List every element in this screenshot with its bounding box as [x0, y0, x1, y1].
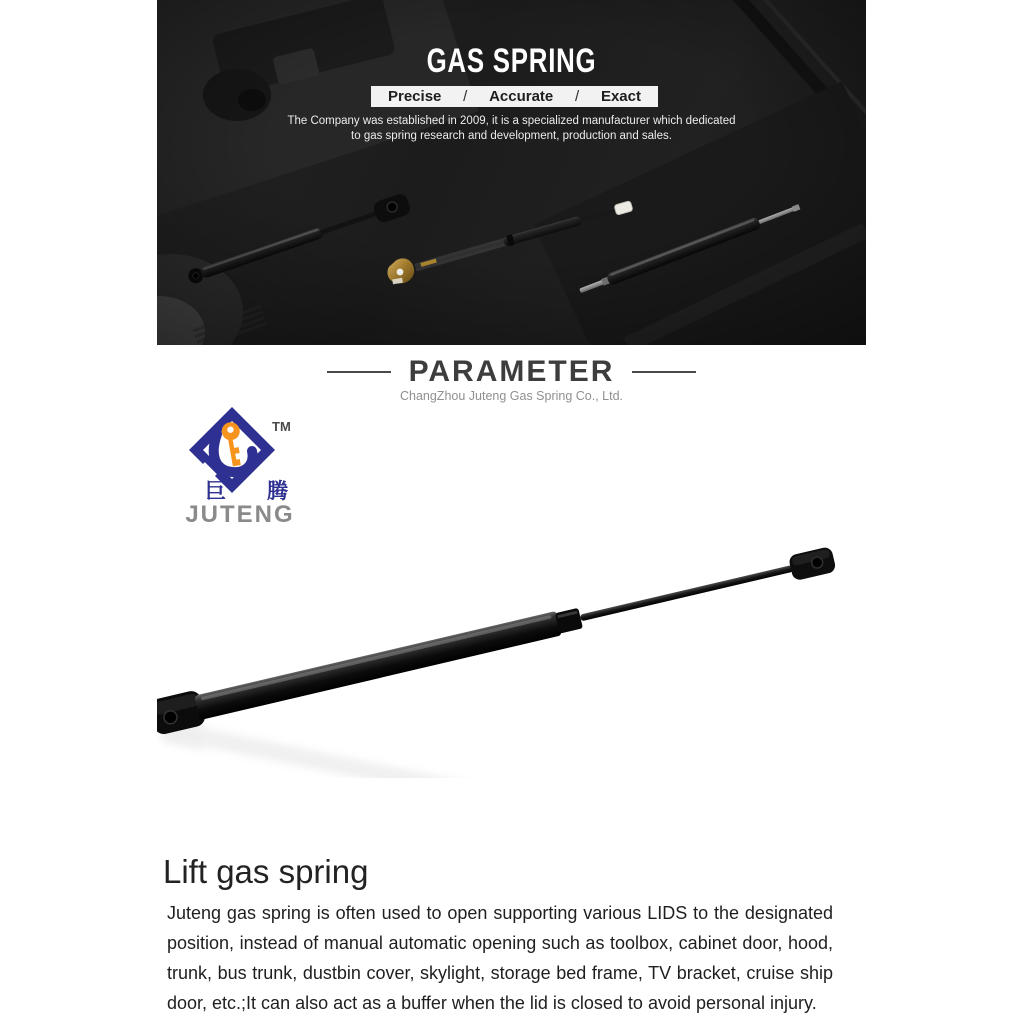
juteng-logo-icon — [186, 404, 278, 496]
paragraph-line: door, etc.;It can also act as a buffer when the lid is closed to avoid personal injury. — [167, 993, 817, 1013]
hero-title: GAS SPRING — [426, 42, 597, 80]
lift-gas-spring-heading: Lift gas spring — [163, 853, 369, 890]
product-reflection — [159, 718, 840, 778]
logo-chinese-right: 腾 — [267, 479, 288, 503]
juteng-logo — [180, 404, 300, 529]
parameter-subtitle: ChangZhou Juteng Gas Spring Co., Ltd. — [399, 389, 624, 403]
tagline-item-exact: Exact — [600, 88, 641, 105]
logo-chinese-left: 巨 — [205, 479, 226, 503]
parameter-heading: PARAMETER — [408, 355, 615, 388]
hero-description-line2: to gas spring research and development, production and sales. — [351, 129, 672, 142]
logo-wordmark: JUTENG — [185, 501, 295, 528]
hero-banner — [157, 0, 866, 345]
product-photo — [157, 528, 867, 778]
tagline-item-precise: Precise — [388, 88, 442, 105]
parameter-rule-left — [327, 371, 391, 374]
hero-description-line1: The Company was established in 2009, it is a specialized manufacturer which dedicated — [287, 115, 736, 127]
trademark-symbol: TM — [272, 419, 291, 434]
tagline-item-accurate: Accurate — [489, 88, 554, 105]
hero-description — [157, 114, 866, 143]
product-paragraph — [167, 898, 833, 1018]
tagline-separator: / — [575, 88, 580, 105]
gas-spring-strut — [157, 541, 838, 736]
parameter-header — [157, 356, 866, 388]
hero-tagline-bar — [371, 86, 658, 107]
paragraph-line: Juteng gas spring is often used to open supporting various LIDS to the designated — [167, 903, 833, 923]
paragraph-line: trunk, bus trunk, dustbin cover, skylight, storage bed frame, TV bracket, cruise ship — [167, 963, 833, 983]
paragraph-line: position, instead of manual automatic opening such as toolbox, cabinet door, hood, — [167, 933, 833, 953]
parameter-rule-right — [632, 371, 696, 374]
tagline-separator: / — [463, 88, 468, 105]
